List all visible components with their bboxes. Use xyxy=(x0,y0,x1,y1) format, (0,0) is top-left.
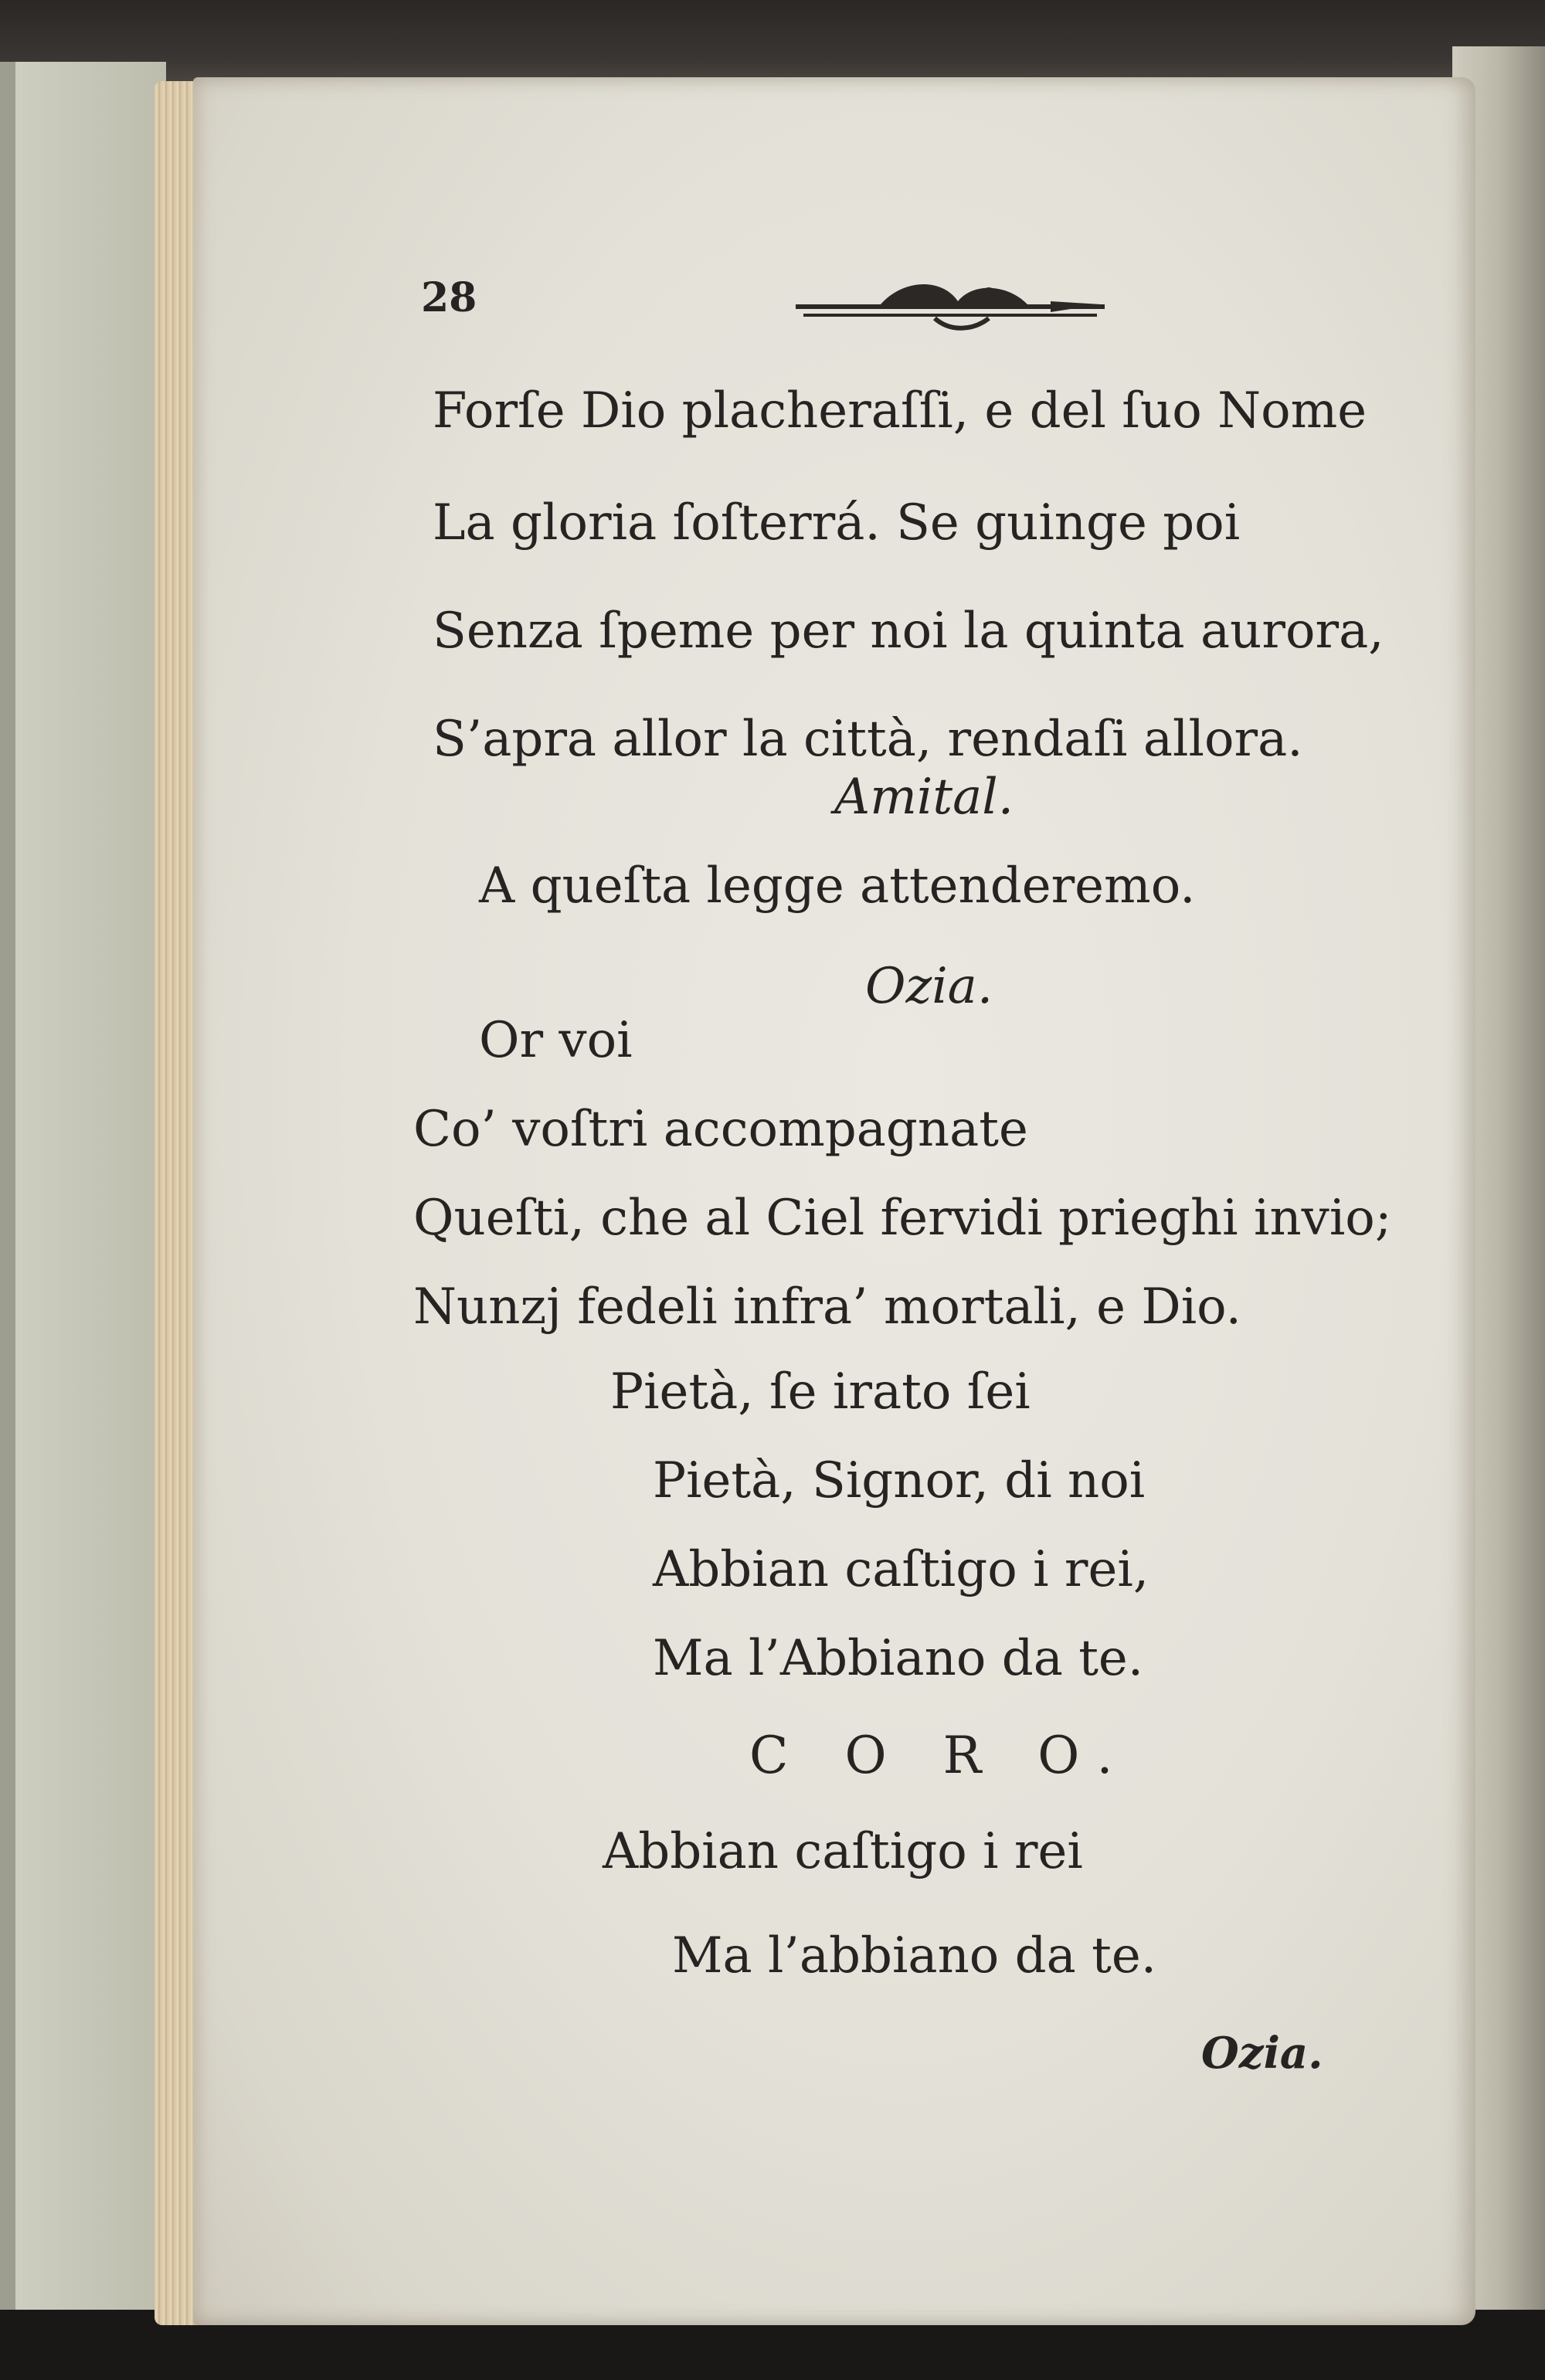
aria-line-4: Ma l’Abbiano da te. xyxy=(653,1630,1144,1687)
ozia-line-4: Nunzj fedeli infra’ mortali, e Dio. xyxy=(413,1278,1241,1336)
speaker-ozia: Ozia. xyxy=(865,958,993,1015)
text-line-1: Forſe Dio placheraſſi, e del ſuo Nome xyxy=(433,382,1367,440)
aria-line-2: Pietà, Signor, di noi xyxy=(653,1452,1146,1509)
book-cover-left xyxy=(0,62,166,2348)
ozia-line-3: Queſti, che al Ciel fervidi prieghi invio; xyxy=(413,1190,1392,1247)
page-number: 28 xyxy=(421,274,477,321)
amital-line: A queſta legge attenderemo. xyxy=(479,857,1196,915)
coro-line-1: Abbian caſtigo i rei xyxy=(603,1823,1083,1880)
coro-heading: C O R O. xyxy=(749,1726,1133,1785)
ozia-line-1: Or voi xyxy=(479,1012,633,1069)
decorative-headpiece-ornament xyxy=(796,270,1105,340)
text-line-2: La gloria ſoſterrá. Se guinge poi xyxy=(433,494,1241,552)
catchword: Ozia. xyxy=(1201,2028,1323,2079)
aria-line-3: Abbian caſtigo i rei, xyxy=(653,1541,1149,1598)
book-cover-edge xyxy=(0,62,15,2348)
aria-line-1: Pietà, ſe irato ſei xyxy=(610,1363,1031,1421)
ozia-line-2: Co’ voſtri accompagnate xyxy=(413,1101,1028,1158)
text-line-3: Senza ſpeme per noi la quinta aurora, xyxy=(433,603,1384,660)
coro-line-2: Ma l’abbiano da te. xyxy=(672,1927,1157,1984)
scan-backdrop-top xyxy=(0,0,1545,85)
text-line-4: S’apra allor la città, rendaſi allora. xyxy=(433,711,1303,768)
speaker-amital: Amital. xyxy=(834,769,1014,826)
